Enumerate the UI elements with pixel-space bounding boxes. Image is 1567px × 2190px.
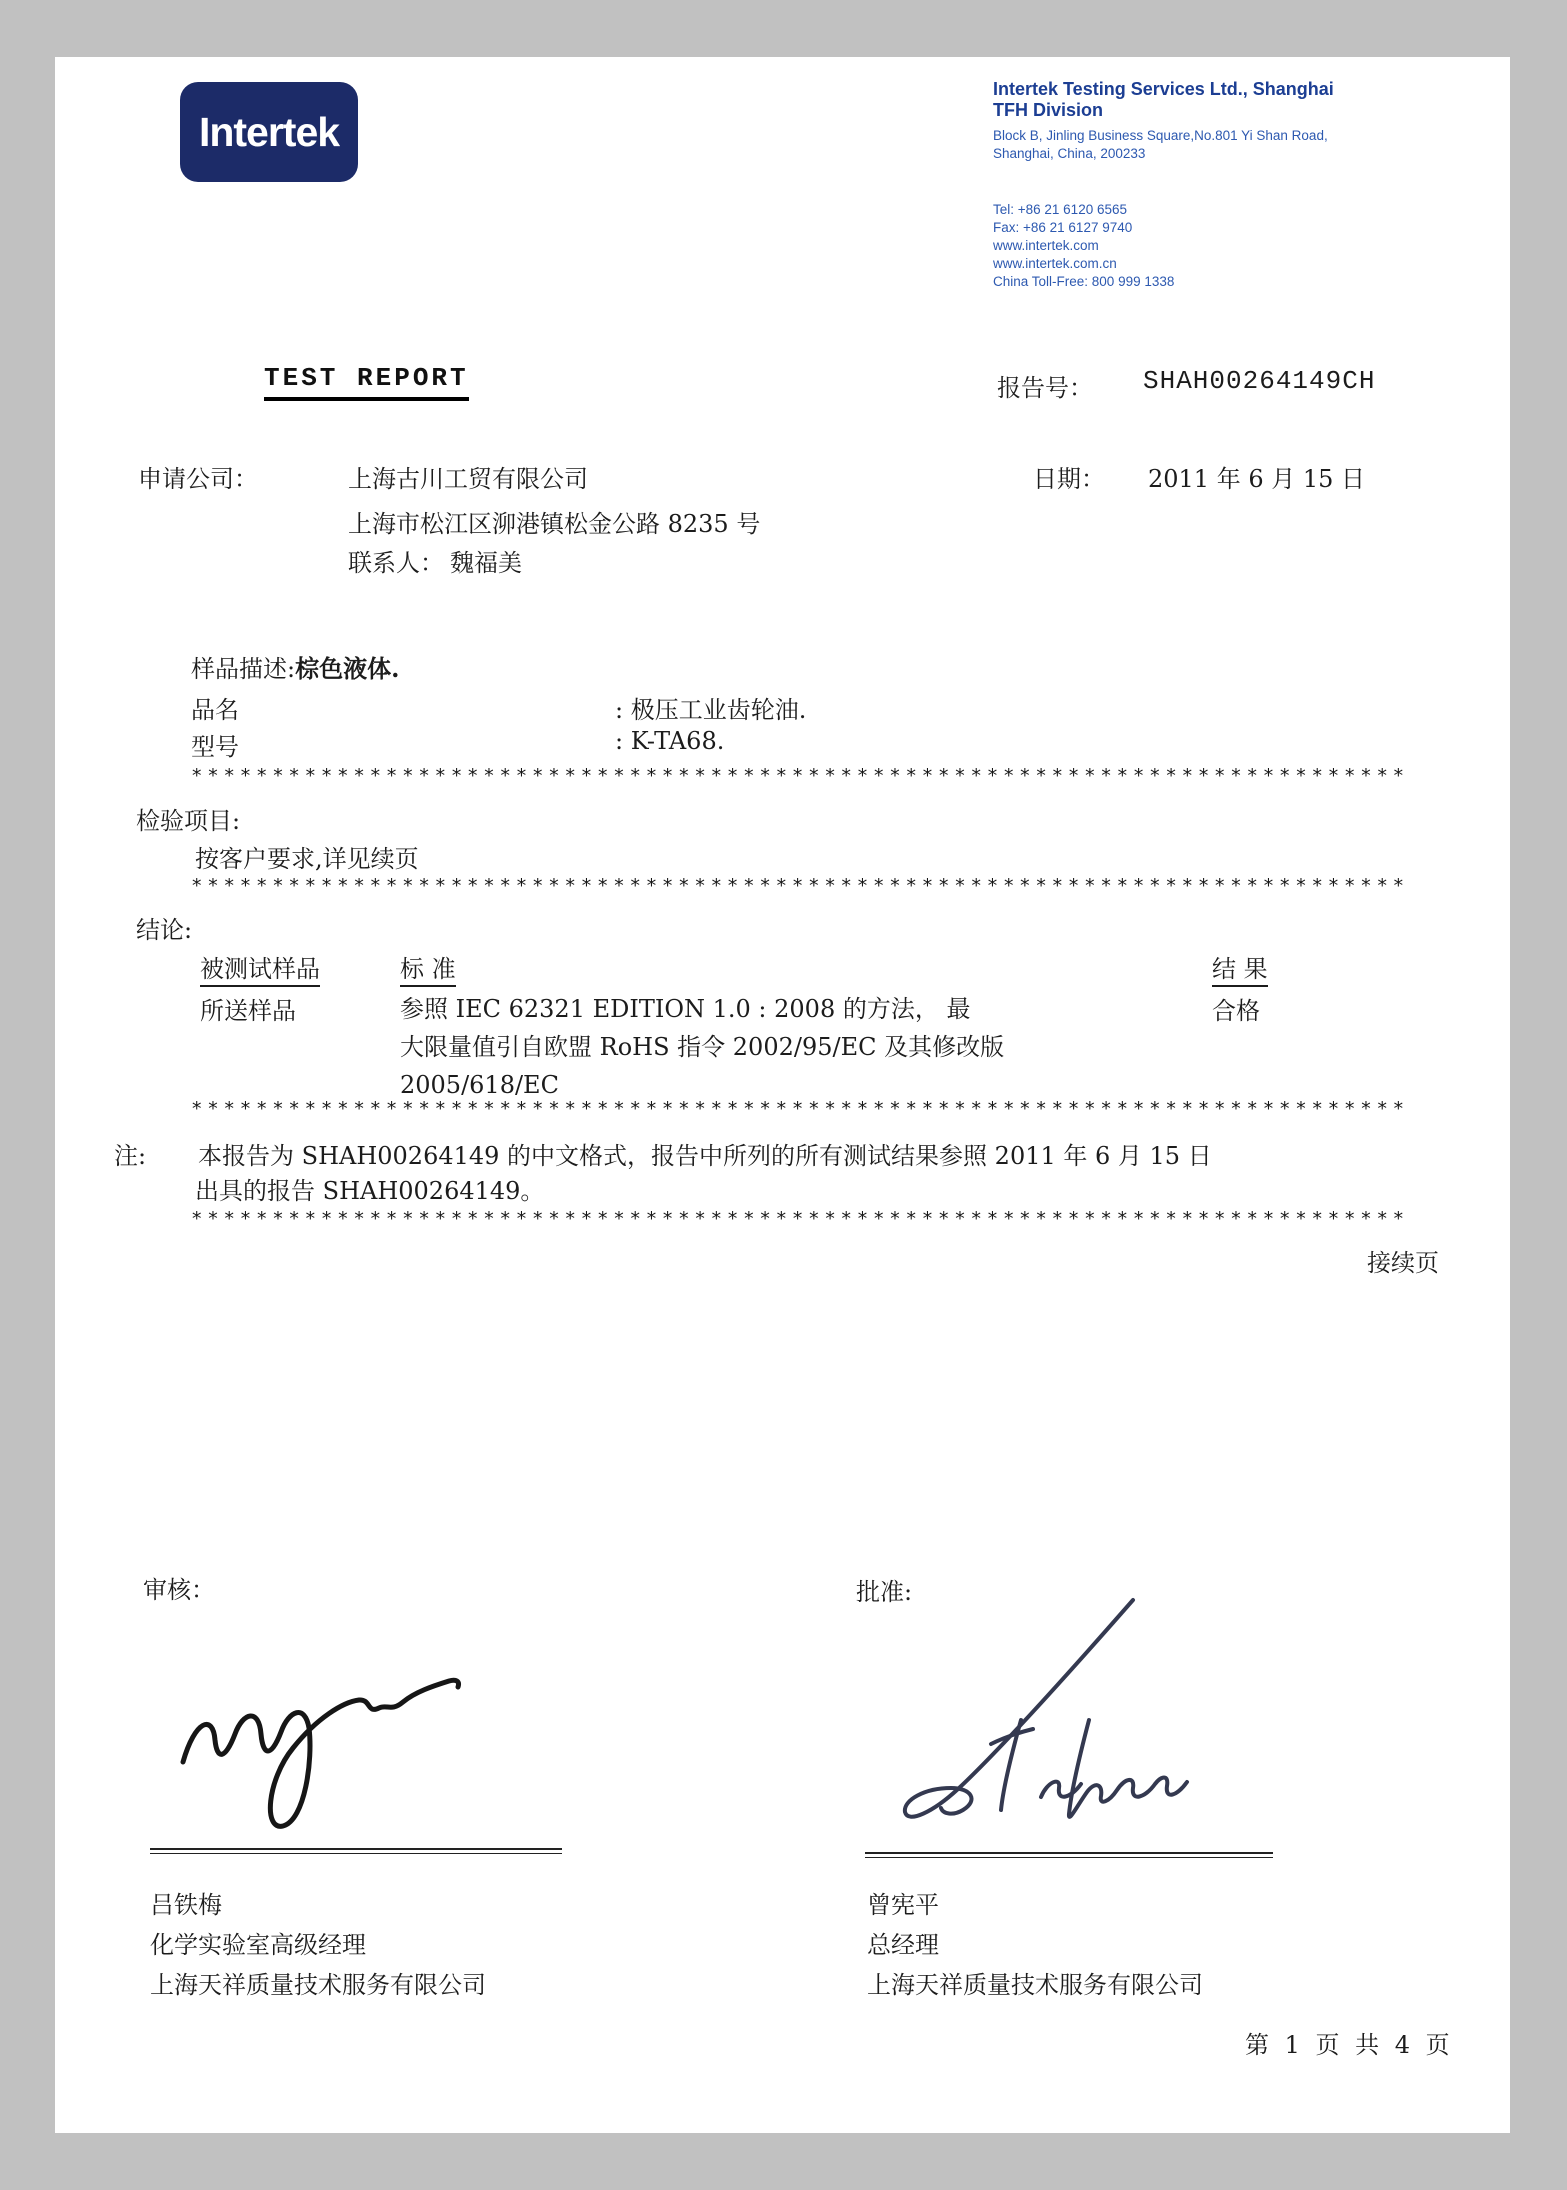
reviewer-signature [175,1642,475,1852]
note-line1: 本报告为 SHAH00264149 的中文格式，报告中所列的所有测试结果参照 2011 年 6 月 15 日 [198,1142,1212,1170]
model-value: : K-TA68. [615,727,725,755]
contact-label: 联系人： [348,549,444,577]
table-header-result: 结 果 [1212,949,1268,984]
asterisk-divider-4: *************************************************************************** [191,1208,1409,1230]
letterhead-address-line2: Shanghai, China, 200233 [993,145,1146,161]
table-cell-sample: 所送样品 [200,997,296,1025]
letterhead-company-line2: TFH Division [993,100,1104,121]
note-label: 注: [114,1142,147,1170]
approver-name: 曾宪平 [867,1891,939,1919]
sample-desc-line [191,649,399,684]
letterhead-tollfree: China Toll-Free: 800 999 1338 [993,273,1175,289]
letterhead-address [993,127,1328,162]
note-line2: 出具的报告 SHAH00264149。 [195,1177,545,1205]
letterhead-address-line1: Block B, Jinling Business Square,No.801 Yi Shan Road, [993,128,1328,143]
report-title: TEST REPORT [264,363,469,401]
product-name-label: 品名 [191,696,239,724]
report-no-value: SHAH00264149CH [1143,366,1376,396]
table-header-sample: 被测试样品 [200,949,320,984]
sample-desc-value: 棕色液体. [295,654,400,683]
contact-name: 魏福美 [450,549,522,577]
report-page [55,57,1510,2133]
applicant-name: 上海古川工贸有限公司 [348,465,588,493]
standard-line1: 参照 IEC 62321 EDITION 1.0 : 2008 的方法， 最 [400,995,971,1023]
approver-company: 上海天祥质量技术服务有限公司 [867,1971,1203,1999]
letterhead-contact [993,201,1174,291]
approve-label: 批准: [856,1578,913,1606]
contact-line [348,543,522,578]
applicant-address: 上海市松江区泖港镇松金公路 8235 号 [348,510,761,538]
applicant-label: 申请公司： [138,465,258,493]
letterhead-web: www.intertek.com [993,237,1099,253]
report-no-label: 报告号： [997,374,1093,402]
page-number: 第 1 页 共 4 页 [1245,2031,1454,2059]
asterisk-divider-1: *************************************************************************** [191,765,1409,787]
test-items-label: 检验项目: [136,807,241,835]
date-label: 日期： [1033,465,1105,493]
review-label: 审核： [143,1576,215,1604]
letterhead-company [993,79,1334,121]
asterisk-divider-2: *************************************************************************** [191,875,1409,897]
conclusion-label: 结论: [136,916,193,944]
reviewer-signature-line [150,1848,562,1854]
letterhead-web-cn: www.intertek.com.cn [993,255,1117,271]
approver-signature-line [865,1852,1273,1858]
reviewer-title: 化学实验室高级经理 [150,1931,366,1959]
intertek-logo-text: Intertek [198,108,340,155]
sample-desc-label: 样品描述: [191,655,296,683]
approver-title: 总经理 [867,1931,939,1959]
letterhead-company-line1: Intertek Testing Services Ltd., Shanghai [993,79,1334,99]
product-name-value: : 极压工业齿轮油. [615,696,807,724]
standard-line2: 大限量值引自欧盟 RoHS 指令 2002/95/EC 及其修改版 [400,1032,1005,1061]
table-cell-result: 合格 [1212,997,1260,1025]
table-header-standard: 标 准 [400,949,456,984]
reviewer-name: 吕铁梅 [150,1891,222,1919]
reviewer-company: 上海天祥质量技术服务有限公司 [150,1971,486,1999]
approver-signature [863,1592,1293,1862]
letterhead-tel: Tel: +86 21 6120 6565 [993,202,1127,217]
standard-line3: 2005/618/EC [400,1070,559,1099]
test-items-value: 按客户要求,详见续页 [195,845,419,873]
model-label: 型号 [191,733,239,761]
asterisk-divider-3: *************************************************************************** [191,1098,1409,1120]
continue-page-text: 接续页 [1367,1249,1439,1277]
table-cell-standard [400,991,1004,1105]
letterhead-fax: Fax: +86 21 6127 9740 [993,219,1133,235]
date-value: 2011 年 6 月 15 日 [1148,465,1366,493]
intertek-logo [180,82,358,182]
